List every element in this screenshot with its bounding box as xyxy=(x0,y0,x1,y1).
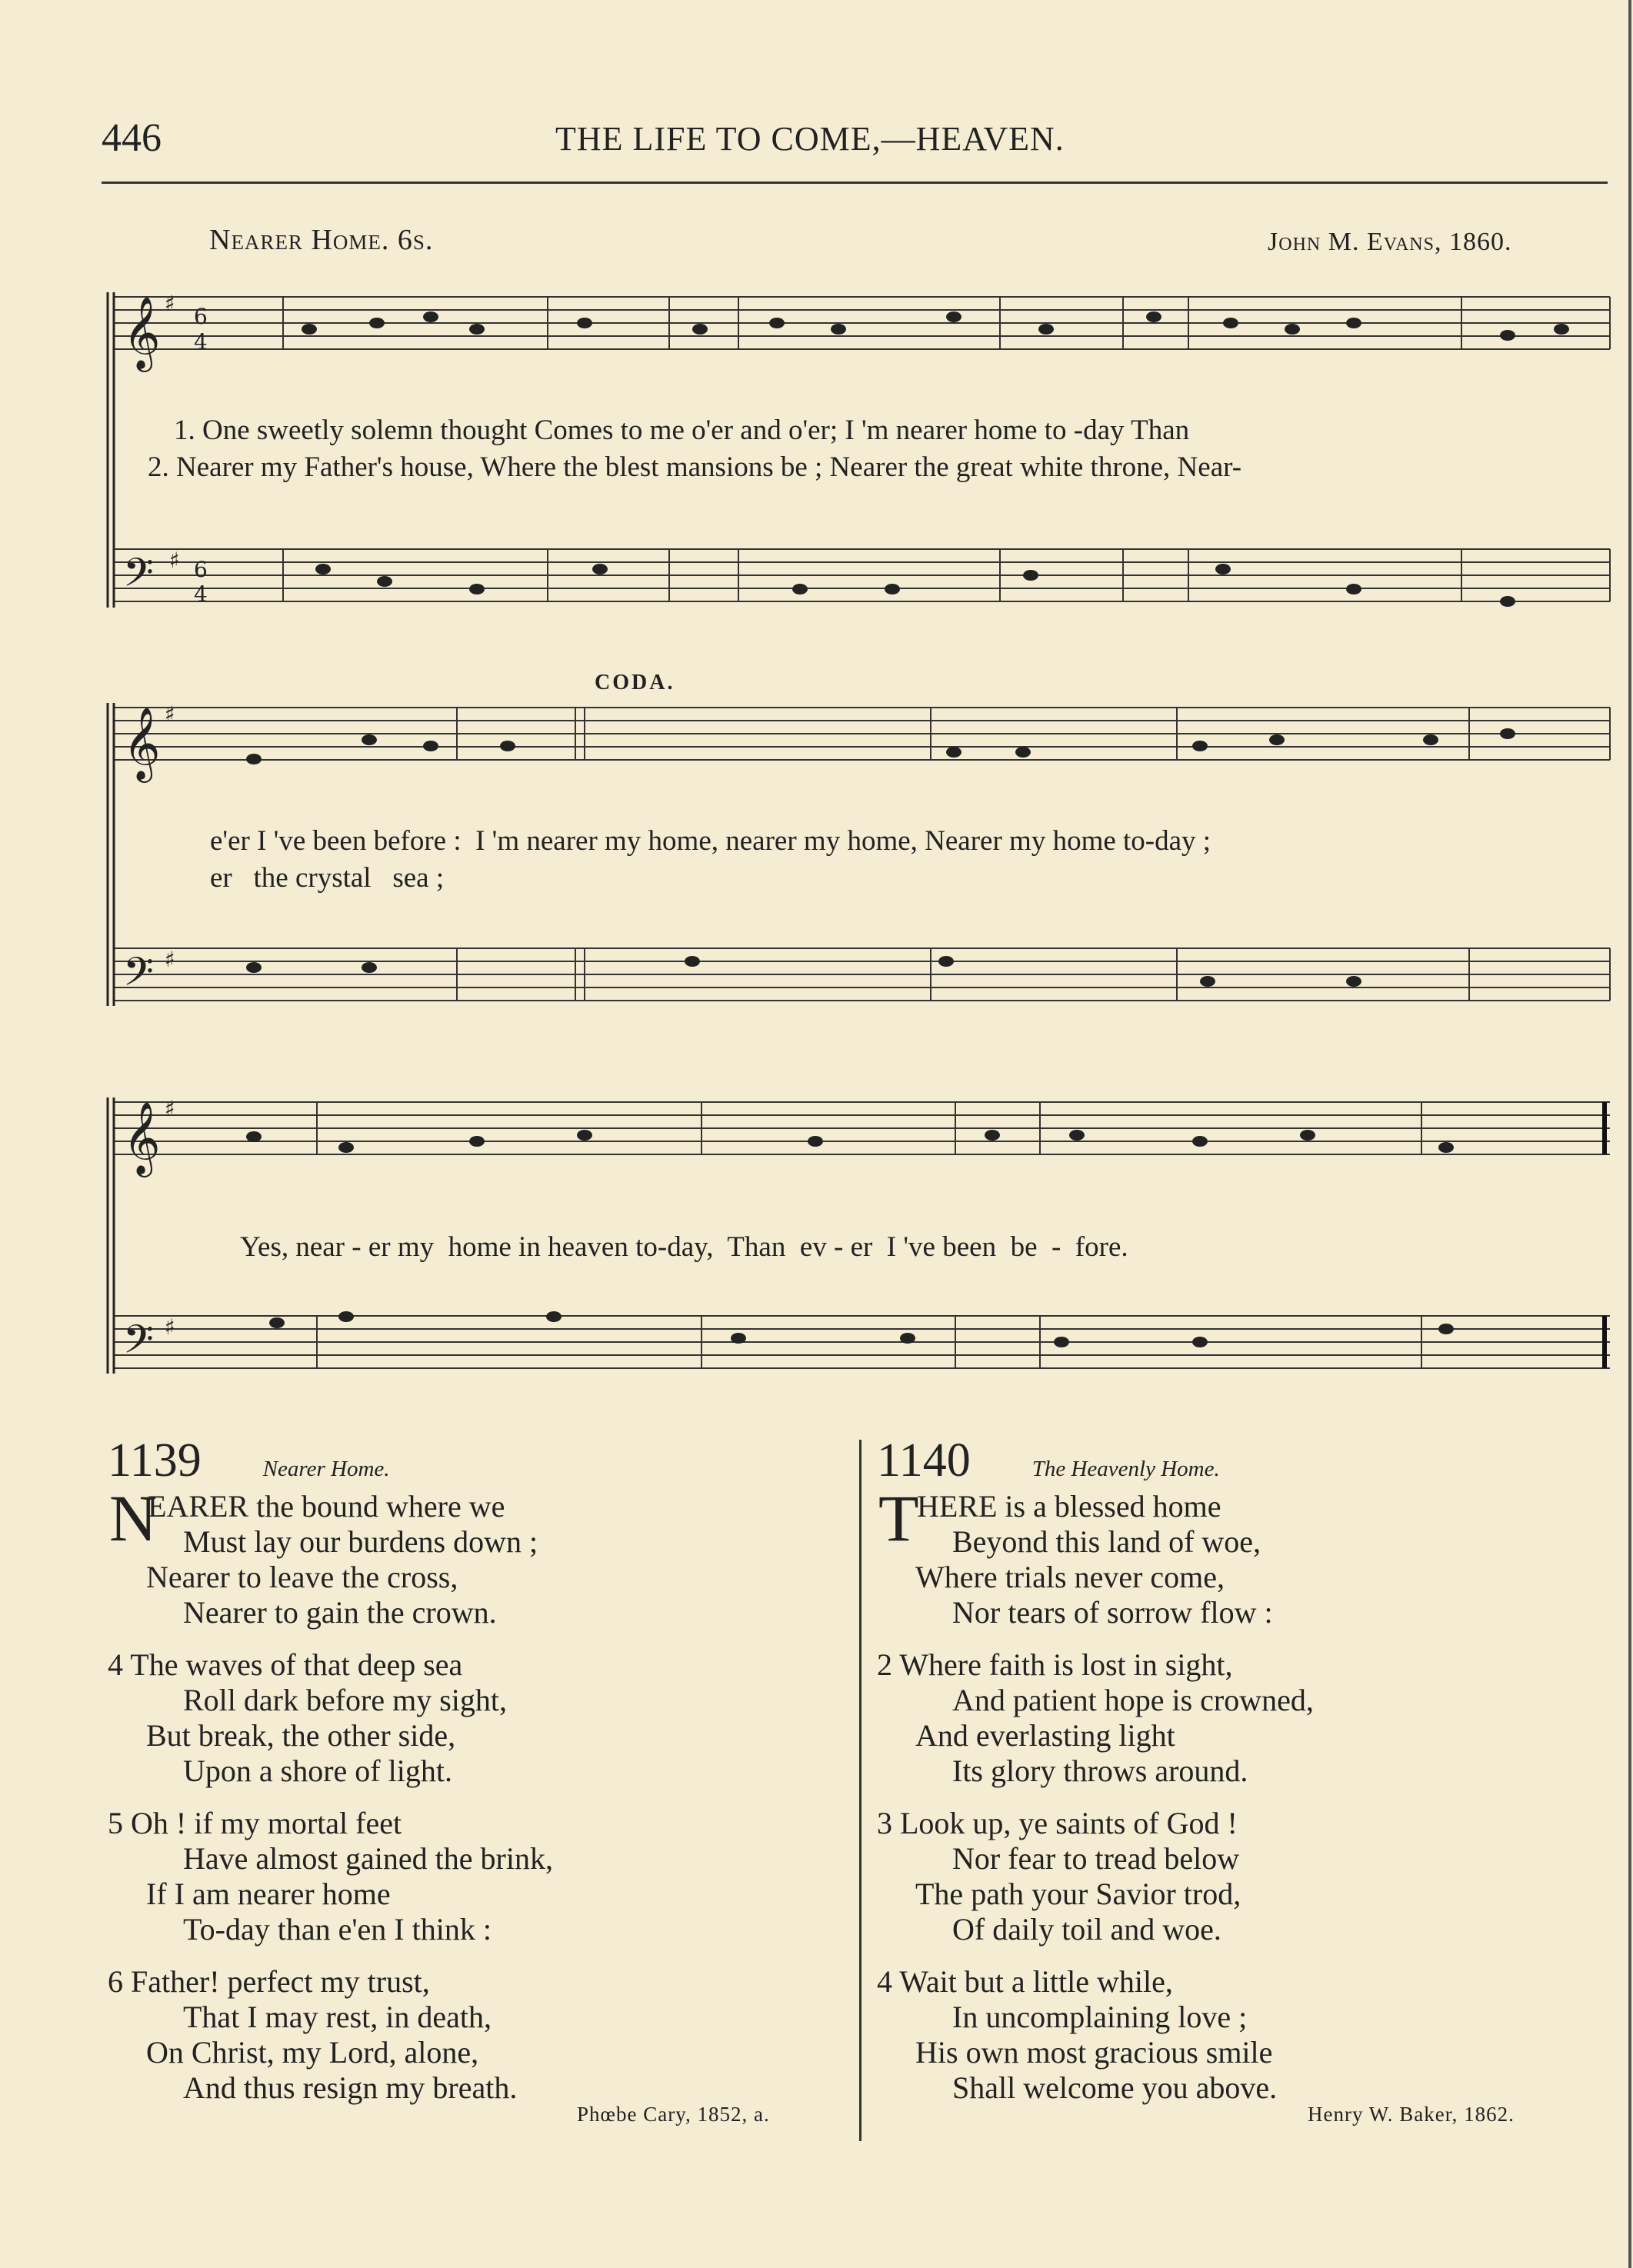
hymn-1140 xyxy=(877,1434,1515,2126)
verse-line: In uncomplaining love ; xyxy=(952,2000,1248,2034)
system-braces xyxy=(108,292,114,1374)
verse-line: To-day than e'en I think : xyxy=(183,1912,492,1947)
verse-line: Nearer to gain the crown. xyxy=(183,1595,497,1630)
lyric-line: e'er I 've been before : I 'm nearer my home, nearer my home, Nearer my home to-day ; xyxy=(210,825,1211,857)
hymn-title: Nearer Home. xyxy=(262,1457,390,1481)
verse-line: 4 The waves of that deep sea xyxy=(108,1647,463,1682)
drop-cap: T xyxy=(878,1481,919,1555)
verse-line: Of daily toil and woe. xyxy=(952,1912,1221,1947)
verse-line: Have almost gained the brink, xyxy=(183,1841,553,1876)
verse-line: Beyond this land of woe, xyxy=(952,1524,1261,1559)
svg-text:♯: ♯ xyxy=(169,548,180,573)
hymn-title: The Heavenly Home. xyxy=(1031,1457,1220,1481)
hymn-1139 xyxy=(108,1434,770,2126)
page-number: 446 xyxy=(102,116,162,160)
svg-text:𝄞: 𝄞 xyxy=(123,1101,161,1174)
verse-line: Upon a shore of light. xyxy=(183,1753,452,1788)
svg-text:♯: ♯ xyxy=(165,1096,175,1121)
verse-line: The path your Savior trod, xyxy=(915,1877,1241,1911)
hymn-author: Phœbe Cary, 1852, a. xyxy=(577,2103,770,2126)
svg-text:♯: ♯ xyxy=(165,701,175,727)
verse-line: 2 Where faith is lost in sight, xyxy=(877,1647,1233,1682)
lyric-line: Yes, near - er my home in heaven to-day, Than ev - er I 've been be - fore. xyxy=(240,1231,1128,1263)
verse-line: Nor tears of sorrow flow : xyxy=(952,1595,1273,1630)
verse-line: 3 Look up, ye saints of God ! xyxy=(877,1806,1238,1840)
verse-line: 5 Oh ! if my mortal feet xyxy=(108,1806,402,1840)
svg-text:4: 4 xyxy=(194,581,208,607)
svg-text:𝄞: 𝄞 xyxy=(123,707,161,780)
stanza xyxy=(108,1647,770,1789)
verse-line: That I may rest, in death, xyxy=(183,2000,492,2034)
tune-composer: John M. Evans, 1860. xyxy=(1268,228,1512,256)
verse-line: And patient hope is crowned, xyxy=(952,1683,1314,1717)
verse-line: And everlasting light xyxy=(915,1718,1175,1753)
svg-text:♯: ♯ xyxy=(165,947,175,972)
svg-text:𝄢: 𝄢 xyxy=(123,1316,154,1372)
verse-line: HERE is a blessed home xyxy=(917,1489,1221,1524)
stanza xyxy=(877,1806,1515,1947)
drop-cap: N xyxy=(109,1481,158,1555)
verse-line: Its glory throws around. xyxy=(952,1753,1248,1788)
hymn-author: Henry W. Baker, 1862. xyxy=(1308,2103,1515,2126)
running-head: THE LIFE TO COME,—HEAVEN. xyxy=(555,120,1065,158)
svg-text:♯: ♯ xyxy=(165,291,175,316)
verse-line: His own most gracious smile xyxy=(915,2035,1273,2070)
tune-name: Nearer Home. 6s. xyxy=(209,224,434,256)
stanza xyxy=(877,1964,1515,2106)
verse-line: If I am nearer home xyxy=(146,1877,391,1911)
svg-text:𝄢: 𝄢 xyxy=(123,549,154,605)
verse-line: Where trials never come, xyxy=(915,1560,1225,1594)
verse-line: EARER the bound where we xyxy=(148,1489,505,1524)
verse-line: 4 Wait but a little while, xyxy=(877,1964,1173,1999)
lyric-line: 1. One sweetly solemn thought Comes to me o'er and o'er; I 'm nearer home to -day Than xyxy=(174,415,1190,446)
hymn-number: 1139 xyxy=(108,1434,202,1487)
verse-line: But break, the other side, xyxy=(146,1718,456,1753)
verse-line: Must lay our burdens down ; xyxy=(183,1524,538,1559)
svg-text:6: 6 xyxy=(194,304,208,329)
verse-line: Nearer to leave the cross, xyxy=(146,1560,458,1594)
svg-text:♯: ♯ xyxy=(165,1314,175,1340)
svg-text:𝄢: 𝄢 xyxy=(123,948,154,1004)
verse-line: Roll dark before my sight, xyxy=(183,1683,508,1717)
column-rule xyxy=(859,1440,861,2141)
verse-line: Nor fear to tread below xyxy=(952,1841,1240,1876)
stanza xyxy=(877,1647,1515,1789)
hymn-number: 1140 xyxy=(877,1434,971,1487)
verse-line: Shall welcome you above. xyxy=(952,2070,1278,2105)
verse-line: 6 Father! perfect my trust, xyxy=(108,1964,430,1999)
svg-text:𝄞: 𝄞 xyxy=(123,296,161,369)
verse-line: And thus resign my breath. xyxy=(183,2070,518,2105)
lyric-line: er the crystal sea ; xyxy=(210,862,445,894)
coda-label: CODA. xyxy=(595,671,675,694)
stanza xyxy=(108,1964,770,2106)
svg-text:6: 6 xyxy=(194,557,208,582)
lyric-line: 2. Nearer my Father's house, Where the blest mansions be ; Nearer the great white throne, Near- xyxy=(148,451,1242,483)
verse-line: On Christ, my Lord, alone, xyxy=(146,2035,479,2070)
svg-text:4: 4 xyxy=(194,329,208,355)
stanza xyxy=(108,1806,770,1947)
